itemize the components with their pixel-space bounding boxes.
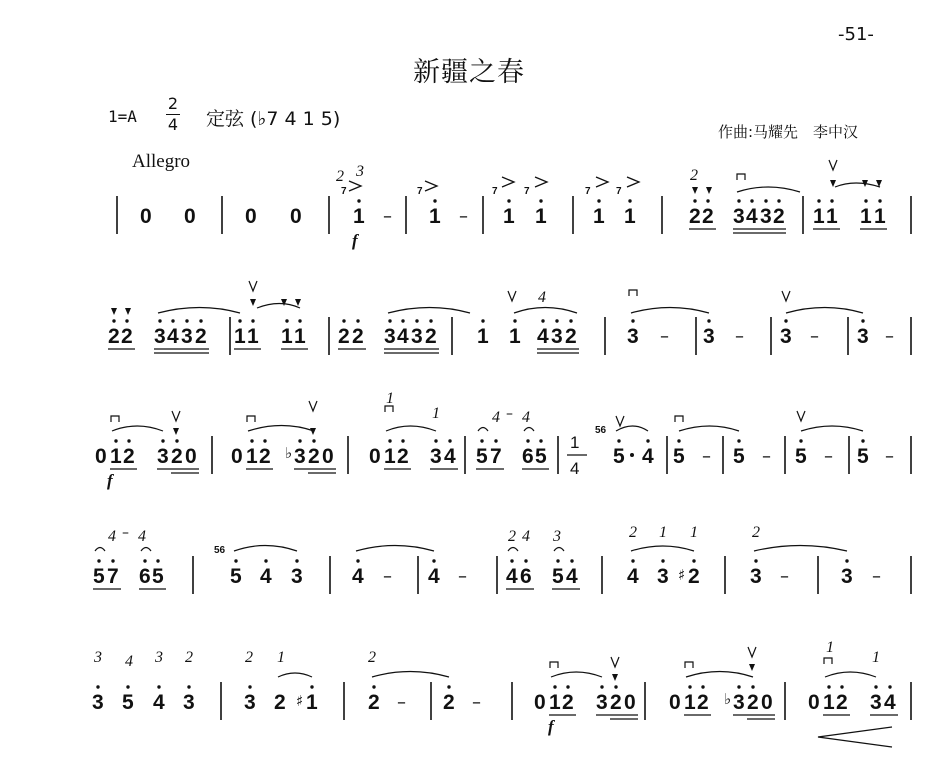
svg-text:1: 1	[281, 325, 293, 348]
articulation-wedges	[111, 299, 301, 315]
svg-text:2: 2	[425, 325, 437, 348]
svg-text:3: 3	[183, 691, 195, 714]
svg-text:–: –	[506, 406, 513, 422]
svg-text:–: –	[885, 326, 894, 347]
fingering: 3	[356, 163, 364, 180]
svg-text:0: 0	[95, 445, 107, 468]
svg-text:0: 0	[534, 691, 546, 714]
svg-text:–: –	[383, 206, 392, 227]
fingering: 2	[752, 524, 760, 541]
svg-text:0: 0	[185, 445, 197, 468]
svg-text:–: –	[397, 692, 406, 713]
svg-text:2: 2	[368, 691, 380, 714]
dynamic-forte: f	[107, 471, 113, 490]
svg-text:4: 4	[506, 565, 518, 588]
svg-text:56: 56	[214, 545, 226, 556]
svg-text:2: 2	[773, 205, 785, 228]
svg-text:3: 3	[551, 325, 563, 348]
svg-text:1: 1	[826, 205, 838, 228]
svg-text:1: 1	[294, 325, 306, 348]
svg-text:3: 3	[657, 565, 669, 588]
svg-text:5: 5	[613, 445, 625, 468]
svg-text:5: 5	[476, 445, 488, 468]
underlines	[549, 715, 898, 719]
svg-text:2: 2	[610, 691, 622, 714]
svg-text:4: 4	[537, 325, 549, 348]
svg-text:2: 2	[171, 445, 183, 468]
bow-marks	[111, 401, 805, 426]
svg-text:1: 1	[874, 205, 886, 228]
svg-text:1: 1	[353, 205, 365, 228]
svg-text:5: 5	[93, 565, 105, 588]
score-row-1	[117, 160, 911, 250]
svg-text:7: 7	[490, 445, 502, 468]
svg-text:–: –	[122, 525, 129, 541]
svg-text:–: –	[383, 566, 392, 587]
svg-text:3: 3	[703, 325, 715, 348]
dynamic-forte: f	[352, 231, 358, 250]
svg-text:5: 5	[122, 691, 134, 714]
svg-text:0: 0	[245, 205, 257, 228]
time-signature-top: 2	[167, 94, 179, 113]
fingering: 1	[826, 639, 834, 656]
svg-text:2: 2	[397, 445, 409, 468]
score-row-4	[93, 524, 911, 594]
fingering: 1	[432, 405, 440, 422]
score-row-3	[95, 390, 911, 490]
svg-text:1: 1	[477, 325, 489, 348]
page-number: -51-	[838, 24, 874, 45]
svg-text:–: –	[780, 566, 789, 587]
svg-text:1: 1	[535, 205, 547, 228]
svg-text:1: 1	[429, 205, 441, 228]
svg-text:3: 3	[627, 325, 639, 348]
svg-text:0: 0	[184, 205, 196, 228]
svg-text:3: 3	[750, 565, 762, 588]
svg-text:4: 4	[397, 325, 409, 348]
page-title: 新疆之春	[413, 57, 525, 88]
svg-text:7: 7	[341, 186, 347, 197]
svg-text:3: 3	[870, 691, 882, 714]
fingering: 4	[138, 528, 146, 545]
bow-marks	[249, 281, 790, 301]
underlines	[110, 469, 549, 473]
svg-text:–: –	[702, 446, 711, 467]
svg-text:1: 1	[549, 691, 561, 714]
svg-text:2: 2	[108, 325, 120, 348]
svg-text:1: 1	[384, 445, 396, 468]
score-row-5	[92, 639, 911, 747]
fingering: 4	[108, 528, 116, 545]
svg-text:1: 1	[823, 691, 835, 714]
svg-text:3: 3	[760, 205, 772, 228]
fingering: 1	[872, 649, 880, 666]
svg-text:2: 2	[836, 691, 848, 714]
svg-text:5: 5	[535, 445, 547, 468]
svg-text:4: 4	[566, 565, 578, 588]
fingering: 4	[522, 528, 530, 545]
svg-text:6: 6	[139, 565, 151, 588]
svg-text:2: 2	[308, 445, 320, 468]
svg-text:2: 2	[565, 325, 577, 348]
svg-text:♯: ♯	[678, 566, 686, 584]
svg-text:1: 1	[570, 433, 580, 452]
svg-text:–: –	[824, 446, 833, 467]
svg-text:3: 3	[596, 691, 608, 714]
tempo-marking: Allegro	[132, 151, 191, 172]
svg-text:3: 3	[733, 205, 745, 228]
svg-text:3: 3	[244, 691, 256, 714]
svg-text:4: 4	[746, 205, 758, 228]
slurs	[112, 426, 863, 432]
svg-text:♭: ♭	[285, 444, 293, 462]
underlines	[108, 349, 579, 353]
svg-text:2: 2	[562, 691, 574, 714]
decrescendo-hairpin	[818, 727, 892, 747]
svg-text:1: 1	[247, 325, 259, 348]
svg-text:2: 2	[338, 325, 350, 348]
svg-text:3: 3	[857, 325, 869, 348]
svg-text:3: 3	[841, 565, 853, 588]
svg-text:5: 5	[552, 565, 564, 588]
svg-text:5: 5	[857, 445, 869, 468]
svg-text:6: 6	[520, 565, 532, 588]
svg-text:2: 2	[443, 691, 455, 714]
dynamic-forte: f	[548, 717, 554, 736]
svg-text:1: 1	[503, 205, 515, 228]
svg-text:3: 3	[154, 325, 166, 348]
fingering: 1	[659, 524, 667, 541]
svg-text:2: 2	[274, 691, 286, 714]
svg-text:7: 7	[524, 186, 530, 197]
svg-text:1: 1	[246, 445, 258, 468]
svg-text:6: 6	[522, 445, 534, 468]
svg-text:4: 4	[167, 325, 179, 348]
fingering: 3	[94, 649, 102, 666]
svg-text:–: –	[872, 566, 881, 587]
svg-text:0: 0	[231, 445, 243, 468]
svg-text:♯: ♯	[296, 692, 304, 710]
svg-text:5: 5	[733, 445, 745, 468]
svg-text:0: 0	[369, 445, 381, 468]
svg-text:2: 2	[195, 325, 207, 348]
svg-text:1: 1	[234, 325, 246, 348]
svg-text:1: 1	[110, 445, 122, 468]
svg-text:7: 7	[107, 565, 119, 588]
svg-text:4: 4	[153, 691, 165, 714]
fingering: 2	[690, 167, 698, 184]
composer-credits: 作曲:马耀先 李中汉	[718, 123, 859, 141]
fingering: 4	[492, 409, 500, 426]
svg-text:1: 1	[684, 691, 696, 714]
slurs	[158, 304, 863, 314]
svg-text:2: 2	[697, 691, 709, 714]
svg-text:0: 0	[290, 205, 302, 228]
slurs	[95, 546, 847, 552]
svg-text:4: 4	[884, 691, 896, 714]
svg-text:2: 2	[747, 691, 759, 714]
svg-text:3: 3	[780, 325, 792, 348]
fingering: 3	[155, 649, 163, 666]
svg-text:5: 5	[795, 445, 807, 468]
svg-text:2: 2	[352, 325, 364, 348]
svg-text:4: 4	[642, 445, 654, 468]
fingering: 2	[368, 649, 376, 666]
svg-text:3: 3	[92, 691, 104, 714]
svg-text:0: 0	[624, 691, 636, 714]
fingering: 4	[125, 653, 133, 670]
svg-text:3: 3	[411, 325, 423, 348]
articulation-wedges	[173, 428, 316, 435]
svg-text:4: 4	[627, 565, 639, 588]
svg-text:–: –	[810, 326, 819, 347]
svg-text:0: 0	[322, 445, 334, 468]
svg-text:2: 2	[123, 445, 135, 468]
articulation-wedges	[692, 180, 882, 194]
svg-text:3: 3	[181, 325, 193, 348]
svg-text:3: 3	[157, 445, 169, 468]
svg-text:♭: ♭	[724, 690, 732, 708]
svg-text:0: 0	[669, 691, 681, 714]
fingering: 2	[245, 649, 253, 666]
fingering: 1	[690, 524, 698, 541]
fingering: 2	[508, 528, 516, 545]
svg-text:2: 2	[121, 325, 133, 348]
fingering: 4	[538, 289, 546, 306]
underlines	[689, 229, 887, 233]
svg-text:3: 3	[291, 565, 303, 588]
svg-text:3: 3	[733, 691, 745, 714]
svg-text:4: 4	[570, 459, 580, 478]
svg-text:1: 1	[860, 205, 872, 228]
svg-text:1: 1	[813, 205, 825, 228]
svg-text:7: 7	[417, 186, 423, 197]
svg-text:–: –	[459, 206, 468, 227]
fingering: 1	[277, 649, 285, 666]
svg-text:–: –	[735, 326, 744, 347]
svg-text:4: 4	[444, 445, 456, 468]
fingering: 1	[386, 390, 394, 407]
svg-text:–: –	[762, 446, 771, 467]
score-row-2	[108, 281, 911, 355]
svg-text:2: 2	[688, 565, 700, 588]
svg-text:3: 3	[384, 325, 396, 348]
key-signature: 1=A	[108, 107, 137, 126]
svg-text:2: 2	[689, 205, 701, 228]
svg-text:5: 5	[152, 565, 164, 588]
svg-text:7: 7	[585, 186, 591, 197]
svg-text:4: 4	[260, 565, 272, 588]
svg-text:4: 4	[428, 565, 440, 588]
svg-text:4: 4	[352, 565, 364, 588]
svg-text:1: 1	[593, 205, 605, 228]
svg-text:56: 56	[595, 425, 607, 436]
fingering: 2	[336, 168, 344, 185]
fingering: 2	[629, 524, 637, 541]
svg-text:7: 7	[492, 186, 498, 197]
svg-text:1: 1	[306, 691, 318, 714]
svg-text:0: 0	[140, 205, 152, 228]
bow-marks	[550, 647, 832, 668]
svg-text:1: 1	[624, 205, 636, 228]
svg-text:–: –	[458, 566, 467, 587]
svg-text:–: –	[472, 692, 481, 713]
svg-text:3: 3	[294, 445, 306, 468]
bow-marks	[737, 160, 837, 180]
tuning-indication: 定弦 (♭7 4 1 5)	[206, 108, 341, 130]
svg-text:7: 7	[616, 186, 622, 197]
svg-text:0: 0	[808, 691, 820, 714]
svg-text:5: 5	[230, 565, 242, 588]
svg-text:–: –	[660, 326, 669, 347]
svg-text:5: 5	[673, 445, 685, 468]
svg-text:1: 1	[509, 325, 521, 348]
svg-text:0: 0	[761, 691, 773, 714]
time-signature-bottom: 4	[167, 115, 179, 134]
svg-text:3: 3	[430, 445, 442, 468]
slurs	[278, 672, 876, 678]
fingering: 3	[553, 528, 561, 545]
svg-text:–: –	[885, 446, 894, 467]
fingering: 2	[185, 649, 193, 666]
svg-text:2: 2	[259, 445, 271, 468]
svg-text:2: 2	[702, 205, 714, 228]
slurs	[737, 183, 880, 192]
fingering: 4	[522, 409, 530, 426]
